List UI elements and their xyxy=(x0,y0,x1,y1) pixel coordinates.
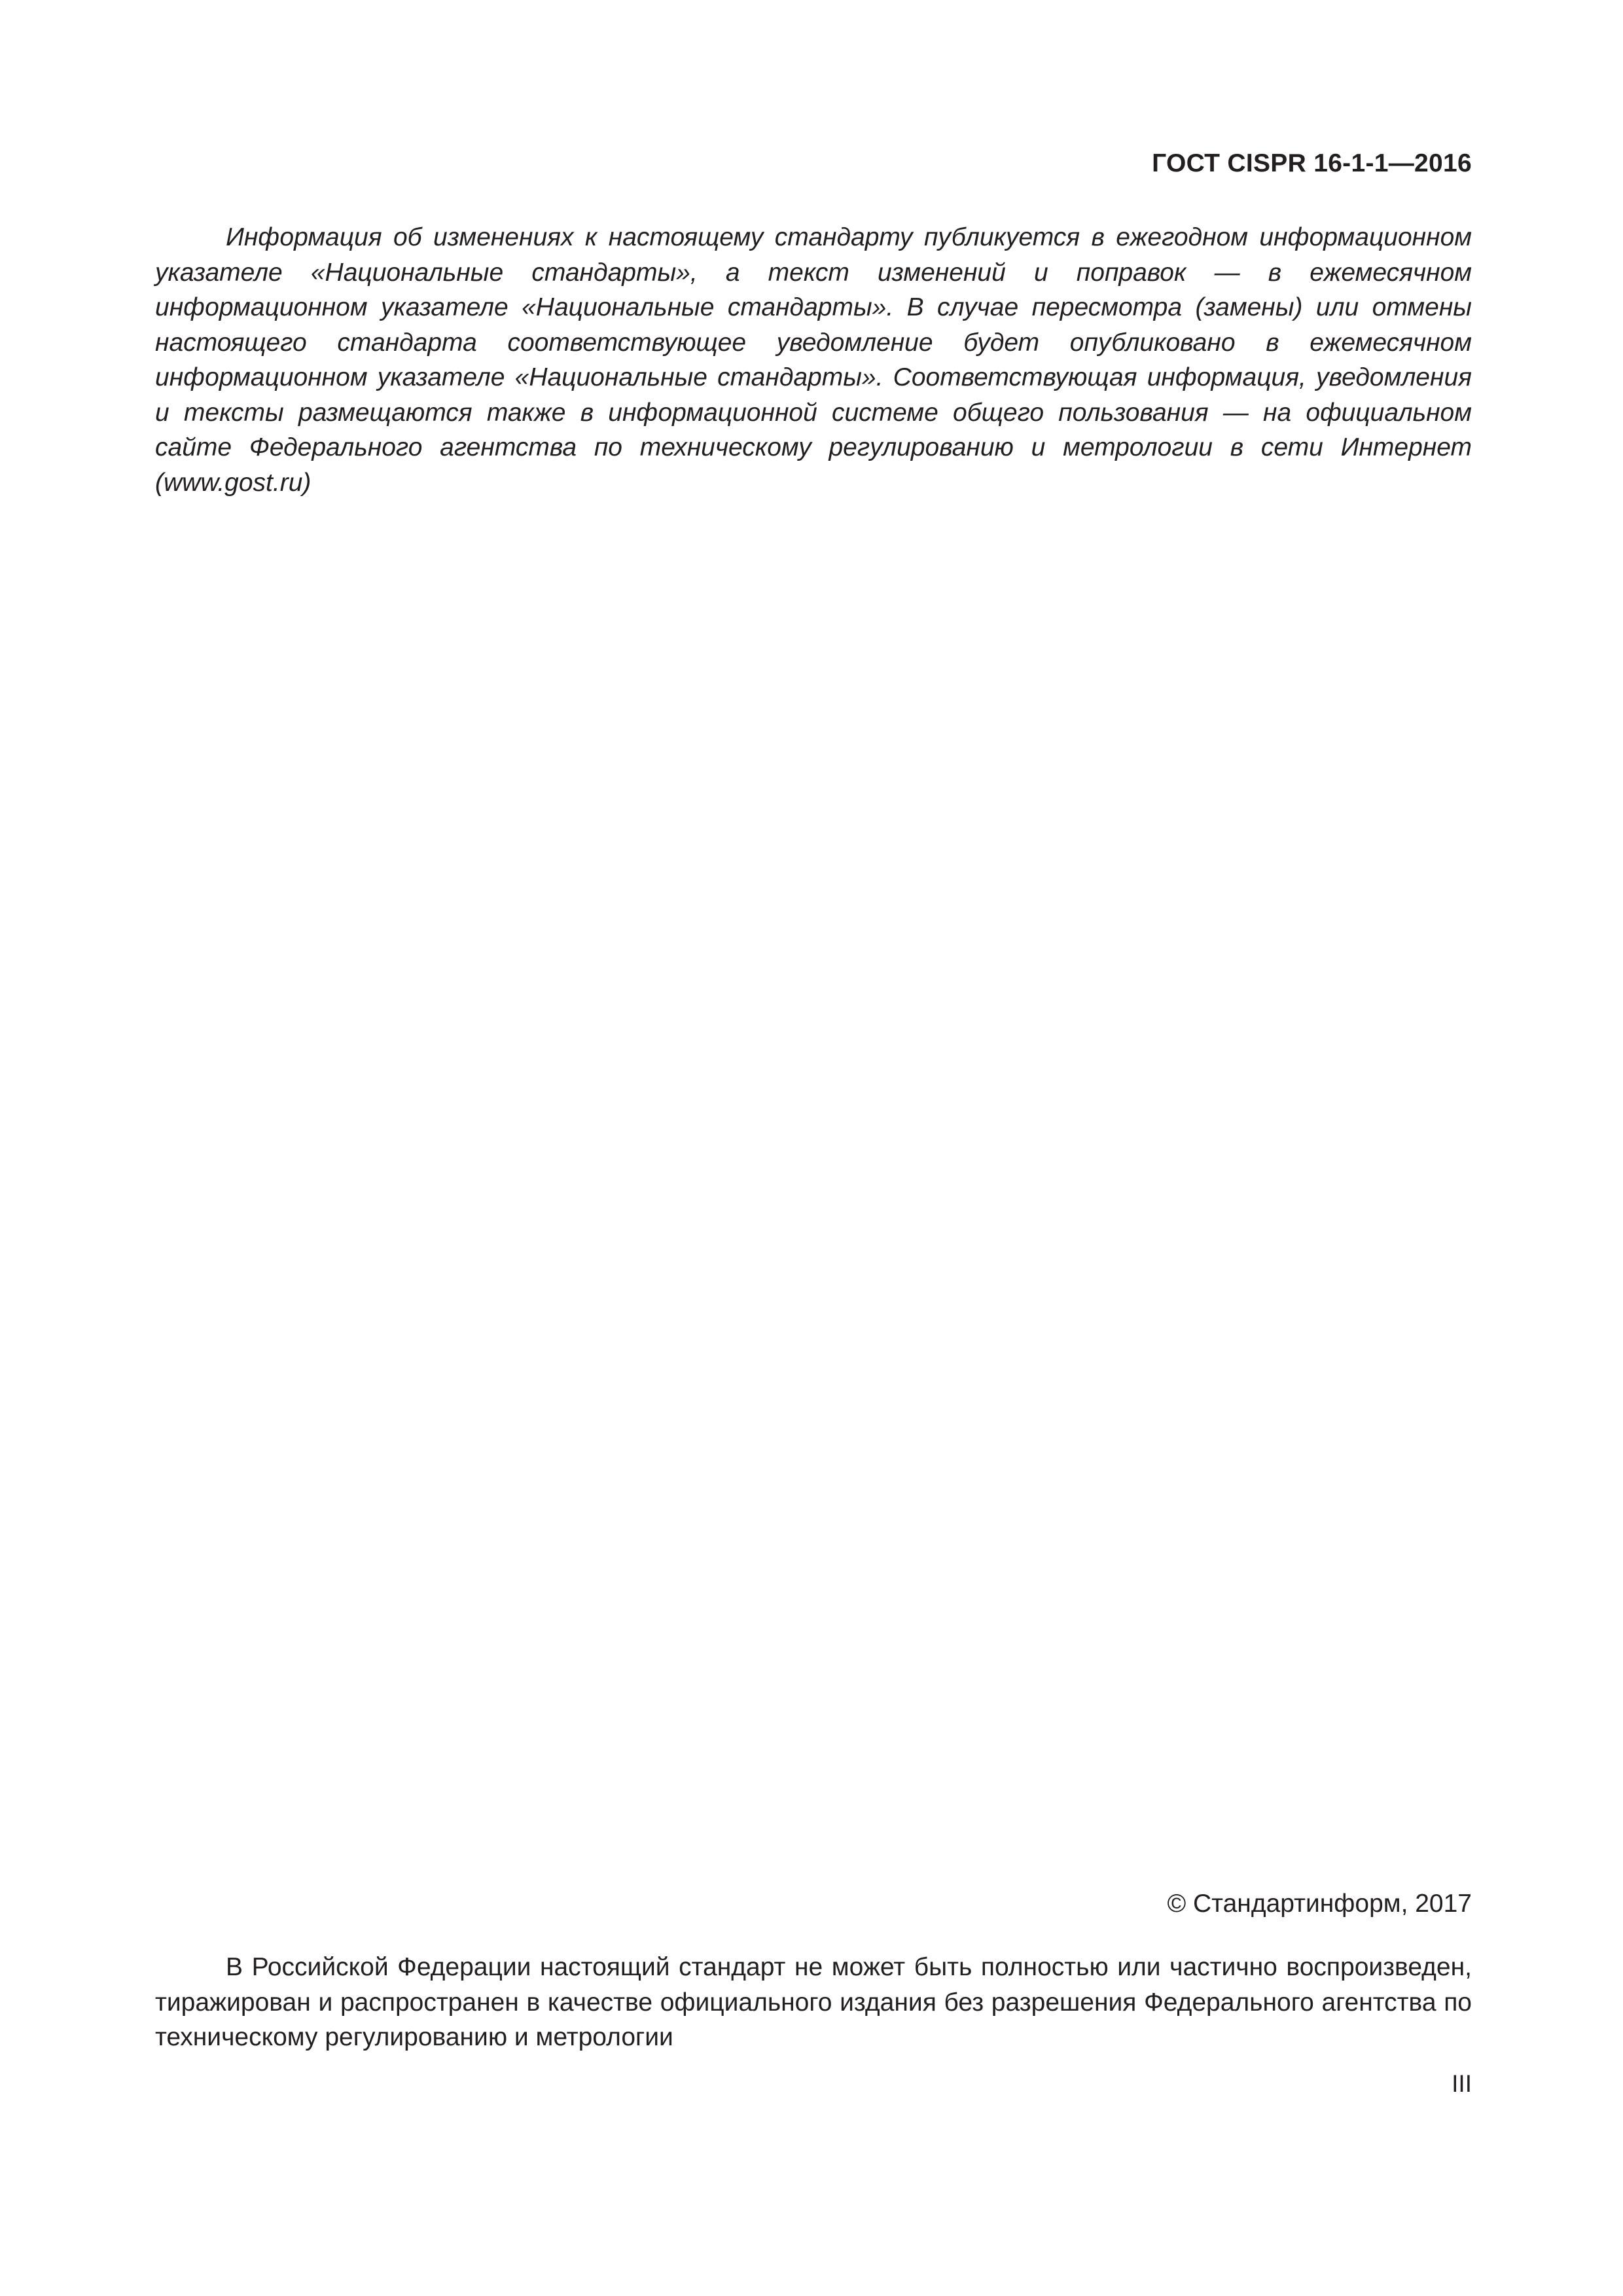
changes-info-paragraph: Информация об изменениях к настоящему стандарту публикуется в ежегодном информационном указателе «Национальные стандарты», а текст изменений и поправок — в ежемесячном информационном указателе «Национальные стандарты». В случае пересмотра (замены) или отмены настоящего стандарта соответствующее уведомление будет опубликовано в ежемесячном информационном указателе «Национальные стандарты». Соответствующая информация, уведомления и тексты размещаются также в информационной системе общего пользования — на официальном сайте Федерального агентства по техническому регулированию и метрологии в сети Интернет (www.gost.ru) xyxy=(155,223,1472,497)
copyright-line: © Стандартинформ, 2017 xyxy=(1167,1890,1472,1918)
reproduction-restriction-paragraph: В Российской Федерации настоящий стандарт не может быть полностью или частично воспроизведен, тиражирован и распространен в качестве официального издания без разрешения Федерального агентства по техническому регулированию и метрологии xyxy=(155,1953,1472,2051)
page-header-standard-id: ГОСТ CISPR 16-1-1—2016 xyxy=(1152,149,1472,177)
page-number: III xyxy=(1452,2070,1472,2097)
